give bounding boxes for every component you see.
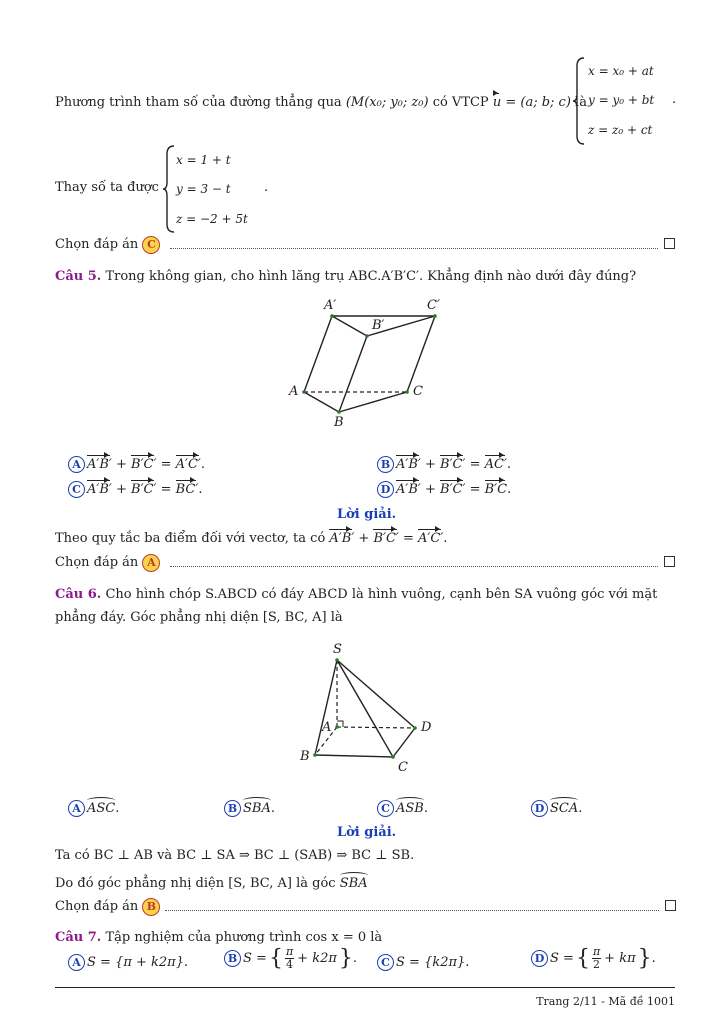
option-letter: A: [68, 800, 85, 817]
q6-dots: [165, 910, 659, 911]
angle: SBA: [340, 872, 368, 891]
option-letter: A: [68, 456, 85, 473]
q6-end-box: [665, 900, 676, 911]
q5-choose-line: [55, 554, 162, 572]
q5-option-c[interactable]: C A′B′ + B′C′ = BC′.: [68, 479, 202, 498]
q5-label: Câu 5.: [55, 269, 102, 284]
q5-option-a[interactable]: A A′B′ + B′C′ = A′C′.: [68, 454, 205, 473]
option-letter: A: [68, 954, 85, 971]
vec: B′C: [485, 479, 507, 497]
numerator: π: [285, 945, 294, 958]
solution-text: Do đó góc phẳng nhị diện [S, BC, A] là góc: [55, 876, 336, 891]
page-footer: Trang 2/11 - Mã đề 1001: [536, 995, 675, 1008]
angle: ASC: [87, 797, 115, 816]
q6-question-line1: [55, 587, 657, 602]
pyramid-label-d: D: [421, 720, 432, 735]
substitute-intro: Thay số ta được: [55, 180, 159, 195]
option-letter: B: [224, 800, 241, 817]
q5-solution-title: Lời giải.: [337, 507, 397, 522]
param-brace: [572, 56, 586, 150]
q4-choose-line: [55, 236, 162, 254]
q6-solution-title: Lời giải.: [337, 825, 397, 840]
substitute-eq-x: x = 1 + t: [176, 153, 231, 167]
left-brace: {: [575, 946, 590, 971]
option-text: + k2π: [297, 951, 337, 966]
prism-label-b1: B′: [372, 318, 385, 333]
q6-label: Câu 6.: [55, 587, 102, 602]
numerator: π: [592, 945, 601, 958]
prism-label-a1: A′: [324, 298, 337, 313]
vec: A′B′: [329, 528, 354, 546]
substitute-eq-y: y = 3 − t: [176, 182, 231, 196]
param-point: (M(x₀; y₀; z₀): [345, 95, 429, 110]
angle: ASB: [396, 797, 424, 816]
option-letter: B: [377, 456, 394, 473]
param-tail: là: [575, 95, 587, 110]
q7-option-d[interactable]: [531, 946, 656, 971]
option-text: S =: [243, 951, 267, 966]
substitute-brace: [162, 144, 176, 238]
fraction: [285, 946, 294, 971]
q7-option-a[interactable]: [68, 954, 188, 971]
q6-option-b[interactable]: B SBA.: [224, 797, 275, 817]
option-letter: C: [68, 481, 85, 498]
q7-option-c[interactable]: [377, 954, 469, 971]
fraction: [592, 946, 601, 971]
vec: A′B′: [87, 479, 112, 497]
vec: A′C′: [176, 454, 201, 472]
param-eq-z: z = z₀ + ct: [588, 123, 653, 137]
q5-solution: Theo quy tắc ba điểm đối với vectơ, ta có A′B′ + B′C′ = A′C′.: [55, 528, 447, 546]
q5-option-b[interactable]: B A′B′ + B′C′ = AC′.: [377, 454, 511, 473]
q6-solution-line2: [55, 872, 368, 891]
param-sentence: [55, 92, 587, 110]
substitute-period: .: [264, 180, 269, 195]
footer-rule: [55, 987, 675, 988]
option-text: S =: [550, 951, 574, 966]
vec: B′C′: [373, 528, 398, 546]
vec: B′C′: [131, 454, 156, 472]
choose-label: Chọn đáp án: [55, 237, 139, 252]
angle: SCA: [550, 797, 578, 816]
q6-text-1: Cho hình chóp S.ABCD có đáy ABCD là hình vuông, cạnh bên SA vuông góc với mặt: [105, 587, 658, 602]
vec: A′B′: [396, 479, 421, 497]
q5-text: Trong không gian, cho hình lăng trụ ABC.A′B′C′. Khẳng định nào dưới đây đúng?: [105, 269, 637, 284]
prism-figure: [280, 295, 455, 435]
prism-label-a: A: [289, 384, 299, 399]
option-letter: D: [531, 950, 548, 967]
option-letter: C: [377, 800, 394, 817]
q4-dots: [170, 248, 658, 249]
q6-option-d[interactable]: D SCA.: [531, 797, 582, 817]
q5-option-d[interactable]: D A′B′ + B′C′ = B′C.: [377, 479, 511, 498]
q6-option-a[interactable]: A ASC.: [68, 797, 119, 817]
prism-label-b: B: [334, 415, 344, 430]
param-mid: có VTCP: [432, 95, 489, 110]
angle: SBA: [243, 797, 271, 816]
param-intro: Phương trình tham số của đường thẳng qua: [55, 95, 342, 110]
option-letter: C: [377, 954, 394, 971]
vec: BC′: [176, 479, 199, 497]
q5-end-box: [664, 556, 675, 567]
right-brace: }: [338, 946, 353, 971]
prism-label-c1: C′: [427, 298, 440, 313]
vec: B′C′: [440, 479, 465, 497]
prism-label-c: C: [413, 384, 423, 399]
q7-text: Tập nghiệm của phương trình cos x = 0 là: [105, 930, 383, 945]
vec: A′B′: [396, 454, 421, 472]
q7-label: Câu 7.: [55, 930, 102, 945]
vec: AC′: [485, 454, 507, 472]
option-letter: D: [377, 481, 394, 498]
option-text: + kπ: [604, 951, 636, 966]
pyramid-figure: [300, 645, 430, 770]
param-period: .: [672, 92, 677, 107]
denominator: 4: [286, 958, 294, 971]
q5-question: [55, 269, 636, 284]
substitute-eq-z: z = −2 + 5t: [176, 212, 248, 226]
q6-choose-line: [55, 898, 162, 916]
q6-question-line2: phẳng đáy. Góc phẳng nhị diện [S, BC, A] là: [55, 610, 343, 625]
vec: B′C′: [131, 479, 156, 497]
pyramid-label-s: S: [333, 642, 342, 657]
pyramid-label-c: C: [398, 760, 408, 775]
denominator: 2: [593, 958, 601, 971]
choose-label: Chọn đáp án: [55, 899, 139, 914]
param-vector: u: [493, 92, 501, 110]
choose-label: Chọn đáp án: [55, 555, 139, 570]
option-end: .: [352, 951, 358, 966]
param-eq-y: y = y₀ + bt: [588, 93, 655, 107]
option-end: .: [651, 951, 656, 966]
q5-answer-badge: A: [142, 554, 160, 572]
option-text: S = {k2π}.: [396, 955, 470, 970]
option-letter: D: [531, 800, 548, 817]
param-vector-eq: = (a; b; c): [505, 95, 571, 110]
vec: A′C′: [418, 528, 443, 546]
q5-dots: [170, 566, 658, 567]
option-text: S = {π + k2π}.: [87, 955, 189, 970]
pyramid-label-b: B: [300, 749, 310, 764]
vec: A′B′: [87, 454, 112, 472]
left-brace: {: [268, 946, 283, 971]
q4-answer-badge: C: [142, 236, 160, 254]
right-brace: }: [637, 946, 652, 971]
option-letter: B: [224, 950, 241, 967]
q7-option-b[interactable]: [224, 946, 357, 971]
pyramid-label-a: A: [322, 720, 332, 735]
solution-text: Theo quy tắc ba điểm đối với vectơ, ta có: [55, 531, 326, 546]
q6-solution-line1: Ta có BC ⊥ AB và BC ⊥ SA ⇒ BC ⊥ (SAB) ⇒ BC ⊥ SB.: [55, 848, 415, 863]
vec: B′C′: [440, 454, 465, 472]
q6-answer-badge: B: [142, 898, 160, 916]
q7-question: [55, 930, 382, 945]
q4-end-box: [664, 238, 675, 249]
q6-option-c[interactable]: C ASB.: [377, 797, 428, 817]
param-eq-x: x = x₀ + at: [588, 64, 654, 78]
